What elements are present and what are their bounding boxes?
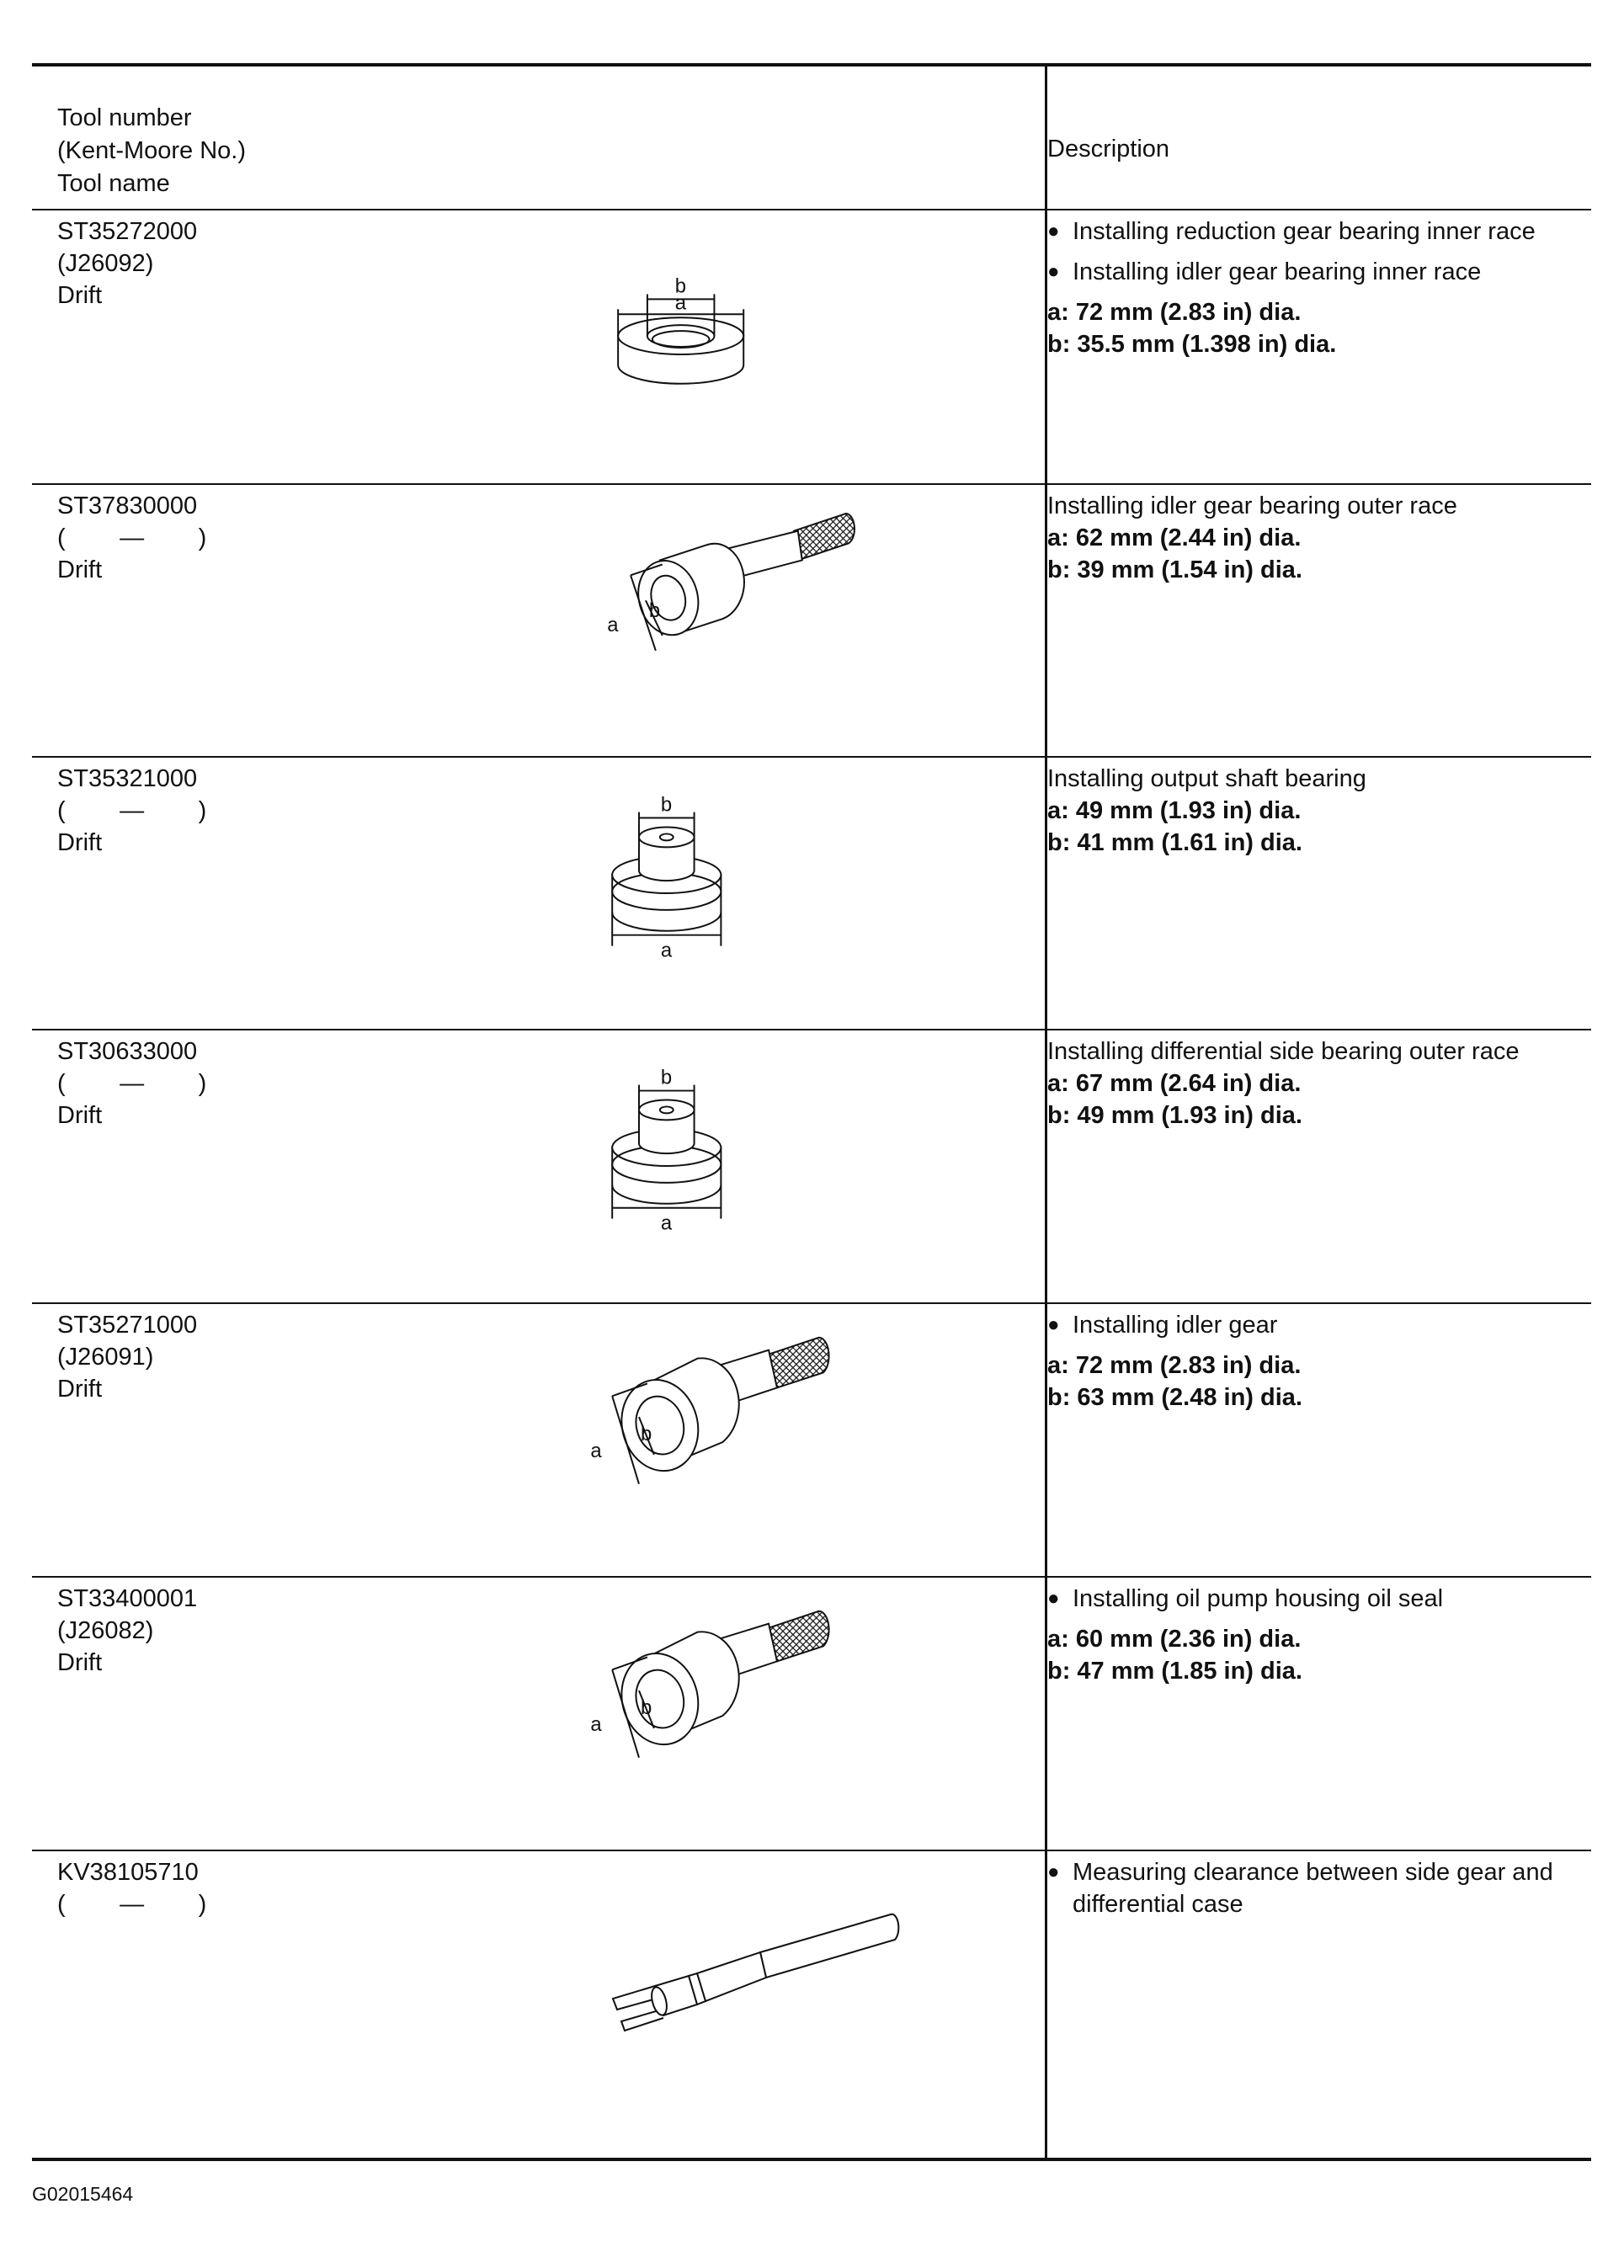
description-item: Measuring clearance between side gear and differential case <box>1073 1859 1553 1918</box>
description-item: Installing reduction gear bearing inner race <box>1073 218 1536 245</box>
tool-name: Drift <box>57 556 103 583</box>
table-row <box>32 1851 1591 2161</box>
dim-label-a: a <box>607 613 619 636</box>
dimension-b: b: 41 mm (1.61 in) dia. <box>1047 829 1302 856</box>
header-tool-number: Tool number <box>57 104 192 131</box>
stepped-drift-illustration <box>554 758 992 1029</box>
dim-label-a: a <box>660 1211 673 1235</box>
table-row <box>32 1030 1591 1304</box>
dim-label-a: a <box>660 939 673 962</box>
kent-moore-number: (J26091) <box>57 1344 154 1371</box>
tool-info <box>57 1583 197 1679</box>
table-row <box>32 1578 1591 1851</box>
kent-moore-number: ( — ) <box>57 524 207 551</box>
header-tool-name: Tool name <box>57 170 170 197</box>
tool-description <box>1047 216 1586 360</box>
tool-name: Drift <box>57 1376 103 1403</box>
kent-moore-number: ( — ) <box>57 797 207 824</box>
bullet-icon: ● <box>1047 1313 1060 1336</box>
tool-description <box>1047 1856 1586 1929</box>
drift-handle-illustration <box>554 1304 992 1576</box>
description-item: Installing oil pump housing oil seal <box>1073 1585 1444 1612</box>
dimension-a: a: 67 mm (2.64 in) dia. <box>1047 1070 1302 1097</box>
bullet-icon: ● <box>1047 1861 1060 1883</box>
table-row <box>32 210 1591 485</box>
tool-info <box>57 216 197 311</box>
dim-label-b: b <box>660 1066 673 1089</box>
kent-moore-number: (J26082) <box>57 1617 154 1644</box>
tool-description <box>1047 490 1586 586</box>
kent-moore-number: ( — ) <box>57 1070 207 1097</box>
dim-label-b: b <box>640 1422 652 1445</box>
description-item: Installing idler gear <box>1073 1312 1278 1339</box>
tool-info <box>57 1036 206 1131</box>
drift-handle-illustration <box>554 1578 992 1850</box>
header-tool-column <box>57 102 246 200</box>
table-header <box>32 67 1591 210</box>
tool-number: ST37830000 <box>57 492 198 519</box>
tool-name: Drift <box>57 282 103 309</box>
dimension-b: b: 49 mm (1.93 in) dia. <box>1047 1102 1302 1129</box>
table-row <box>32 1304 1591 1578</box>
tool-number: ST33400001 <box>57 1585 198 1612</box>
description-item: Installing idler gear bearing outer race <box>1047 492 1457 519</box>
dimension-b: b: 47 mm (1.85 in) dia. <box>1047 1658 1302 1685</box>
dimension-b: b: 35.5 mm (1.398 in) dia. <box>1047 331 1337 358</box>
bullet-icon: ● <box>1047 220 1060 242</box>
tool-info <box>57 763 206 859</box>
bullet-icon: ● <box>1047 1587 1060 1610</box>
clearance-gauge-illustration <box>554 1851 992 2161</box>
dim-label-b: b <box>660 793 673 817</box>
tool-info <box>57 1309 197 1405</box>
bullet-icon: ● <box>1047 260 1060 283</box>
tool-name: Drift <box>57 1649 103 1676</box>
tool-name: Drift <box>57 829 103 856</box>
table-row <box>32 485 1591 758</box>
tool-number: ST35321000 <box>57 765 198 792</box>
kent-moore-number: ( — ) <box>57 1891 207 1918</box>
drift-handle-illustration <box>554 485 992 756</box>
tool-number: KV38105710 <box>57 1859 199 1886</box>
dim-label-a: a <box>674 291 686 315</box>
dimension-a: a: 72 mm (2.83 in) dia. <box>1047 299 1302 326</box>
dimension-b: b: 39 mm (1.54 in) dia. <box>1047 556 1302 583</box>
dimension-a: a: 62 mm (2.44 in) dia. <box>1047 524 1302 551</box>
header-description: Description <box>1047 136 1170 162</box>
dim-label-b: b <box>648 599 661 623</box>
dimension-a: a: 72 mm (2.83 in) dia. <box>1047 1352 1302 1379</box>
tool-number: ST35271000 <box>57 1312 198 1339</box>
dim-label-b: b <box>640 1696 652 1719</box>
table-row <box>32 758 1591 1030</box>
tool-number: ST30633000 <box>57 1038 198 1065</box>
tool-info <box>57 1856 206 1920</box>
dim-label-b: b <box>674 274 686 298</box>
description-item: Installing differential side bearing outer race <box>1047 1038 1520 1065</box>
tool-number: ST35272000 <box>57 218 198 245</box>
dimension-a: a: 60 mm (2.36 in) dia. <box>1047 1626 1302 1653</box>
tool-name: Drift <box>57 1102 103 1129</box>
figure-code: G02015464 <box>32 2183 134 2205</box>
tool-description <box>1047 763 1586 859</box>
stepped-drift-illustration <box>554 1030 992 1302</box>
kent-moore-number: (J26092) <box>57 250 154 277</box>
dimension-a: a: 49 mm (1.93 in) dia. <box>1047 797 1302 824</box>
description-item: Installing idler gear bearing inner race <box>1073 258 1482 285</box>
dim-label-a: a <box>590 1712 602 1736</box>
tool-description <box>1047 1309 1586 1414</box>
drift-ring-illustration <box>554 210 992 483</box>
tool-description <box>1047 1583 1586 1687</box>
tool-info <box>57 490 206 586</box>
dim-label-a: a <box>590 1439 602 1462</box>
description-item: Installing output shaft bearing <box>1047 765 1366 792</box>
dimension-b: b: 63 mm (2.48 in) dia. <box>1047 1384 1302 1411</box>
tool-description <box>1047 1036 1586 1131</box>
special-tools-table <box>32 63 1591 2161</box>
header-kent-moore: (Kent-Moore No.) <box>57 137 247 164</box>
